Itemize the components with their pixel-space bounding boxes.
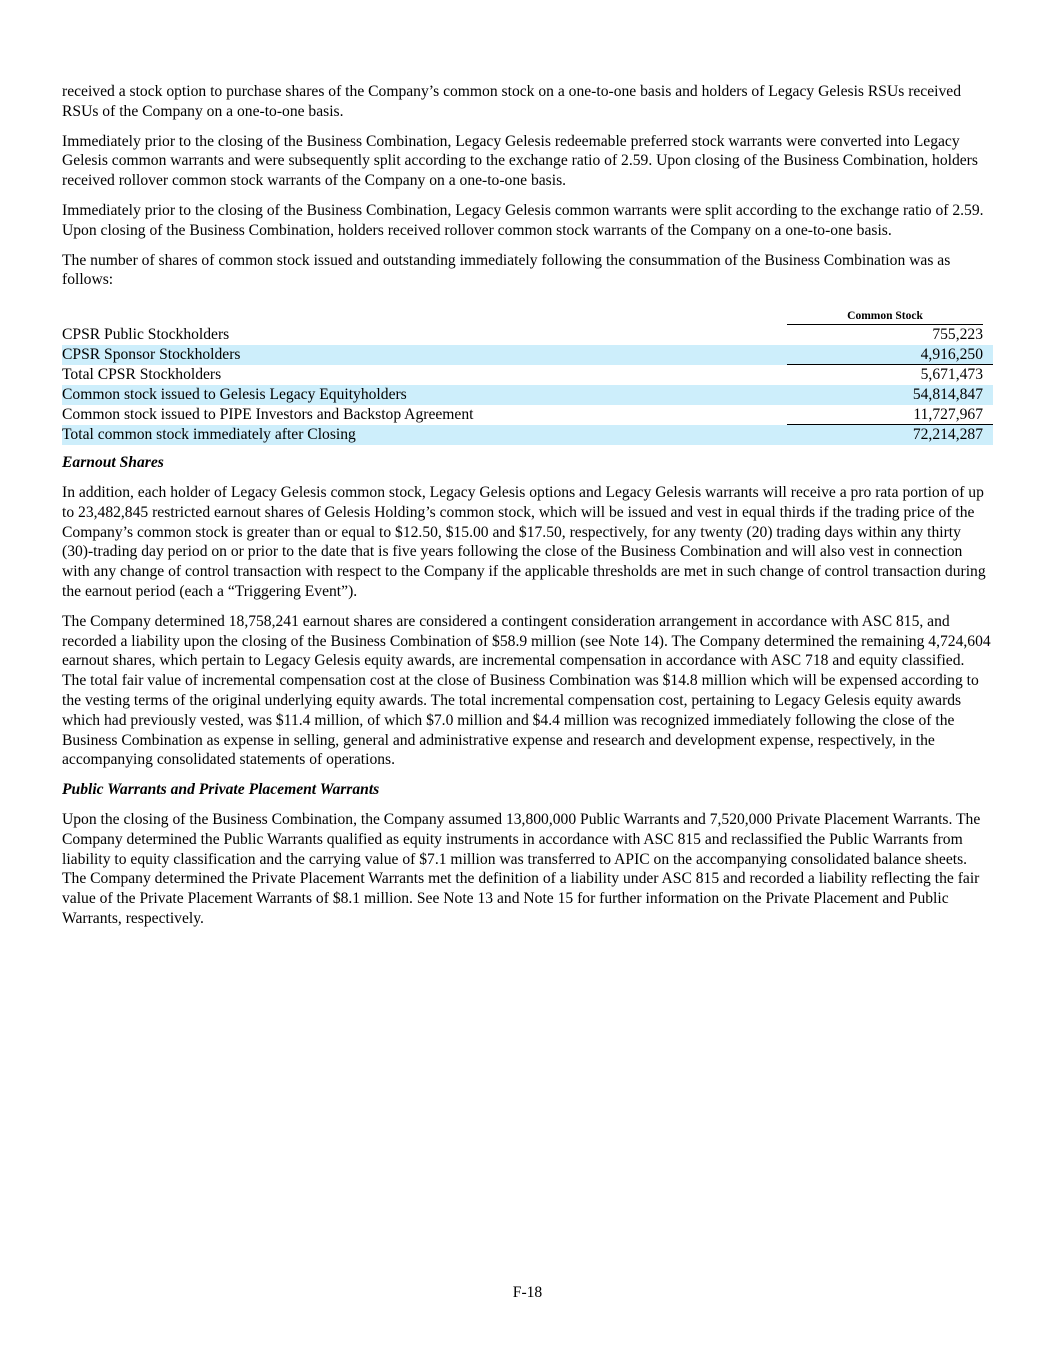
paragraph-common-warrants: Immediately prior to the closing of the Business Combination, Legacy Gelesis common warrants were split according to the exchange ratio of 2.59. Upon closing of the Business Combination, holders received rollover common stock warrants of the Company on a one-to-one basis. [62, 201, 984, 239]
row-label: Common stock issued to Gelesis Legacy Equityholders [62, 385, 787, 405]
table-row [62, 345, 993, 365]
row-label: Total CPSR Stockholders [62, 366, 222, 384]
document-body [62, 82, 992, 939]
row-value: 5,671,473 [920, 366, 983, 384]
table-row [62, 385, 993, 405]
row-value: 11,727,967 [787, 405, 993, 425]
heading-earnout-shares: Earnout Shares [62, 454, 164, 472]
row-label: Common stock issued to PIPE Investors and Backstop Agreement [62, 406, 474, 424]
row-value: 755,223 [932, 326, 983, 344]
row-label: CPSR Sponsor Stockholders [62, 345, 787, 365]
column-header-common-stock: Common Stock [787, 308, 993, 325]
table-row [62, 405, 993, 425]
paragraph-stock-options: received a stock option to purchase shares of the Company’s common stock on a one-to-one basis and holders of Legacy Gelesis RSUs received RSUs of the Company on a one-to-one basis. [62, 83, 961, 120]
heading-warrants: Public Warrants and Private Placement Warrants [62, 781, 380, 799]
table-row-total [62, 425, 993, 445]
paragraph-warrants: Upon the closing of the Business Combination, the Company assumed 13,800,000 Public Warrants and 7,520,000 Private Placement Warrants. The Company determined the Public Warrants qualified as equity instruments in accordance with ASC 815 and reclassified the Public Warrants from liability to equity classification and the carrying value of $7.1 million was transferred to APIC on the accompanying consolidated balance sheets. The Company determined the Private Placement Warrants met the definition of a liability under ASC 815 and recorded a liability reflecting the fair value of the Private Placement Warrants of $8.1 million. See Note 13 and Note 15 for further information on the Private Placement and Public Warrants, respectively. [62, 810, 981, 927]
paragraph-earnout-1: In addition, each holder of Legacy Gelesis common stock, Legacy Gelesis options and Legacy Gelesis warrants will receive a pro rata portion of up to 23,482,845 restricted earnout shares of Gelesis Holding’s common stock, which will be issued and vest in equal thirds if the trading price of the Company’s common stock is greater than or equal to $12.50, $15.00 and $17.50, respectively, for any twenty (20) trading days within any thirty (30)-trading day period on or prior to the date that is five years following the close of the Business Combination and will also vest in connection with any change of control transaction with respect to the Company if the applicable thresholds are met in such change of control transaction during the earnout period (each a “Triggering Event”). [62, 483, 986, 600]
paragraph-table-intro: The number of shares of common stock issued and outstanding immediately following the consummation of the Business Combination was as follows: [62, 251, 951, 289]
row-value: 72,214,287 [787, 425, 993, 445]
row-value: 4,916,250 [787, 345, 993, 365]
paragraph-earnout-2: The Company determined 18,758,241 earnout shares are considered a contingent consideration arrangement in accordance with ASC 815, and recorded a liability upon the closing of the Business Combination of $58.9 million (see Note 14). The Company determined the remaining 4,724,604 earnout shares, which pertain to Legacy Gelesis equity awards, are incremental compensation in accordance with ASC 718 and equity classified. The total fair value of incremental compensation cost at the close of Business Combination was $14.8 million which will be expensed according to the vesting terms of the original underlying equity awards. The total incremental compensation cost, pertaining to Legacy Gelesis equity awards which had previously vested, was $11.4 million, of which $7.0 million and $4.4 million was recognized immediately following the close of the Business Combination as expense in selling, general and administrative expense and research and development expense, respectively, in the accompanying consolidated statements of operations. [62, 612, 991, 769]
row-label: CPSR Public Stockholders [62, 326, 230, 344]
row-value: 54,814,847 [787, 385, 993, 405]
table-header-row [62, 308, 993, 325]
table-row [62, 325, 993, 345]
common-stock-table [62, 308, 993, 445]
page-number: F-18 [512, 1284, 543, 1301]
table-row [62, 365, 993, 385]
paragraph-preferred-warrants: Immediately prior to the closing of the Business Combination, Legacy Gelesis redeemable preferred stock warrants were converted into Legacy Gelesis common warrants and were subsequently split according to the exchange ratio of 2.59. Upon closing of the Business Combination, holders received rollover common stock warrants of the Company on a one-to-one basis. [62, 132, 978, 190]
row-label: Total common stock immediately after Closing [62, 425, 787, 445]
